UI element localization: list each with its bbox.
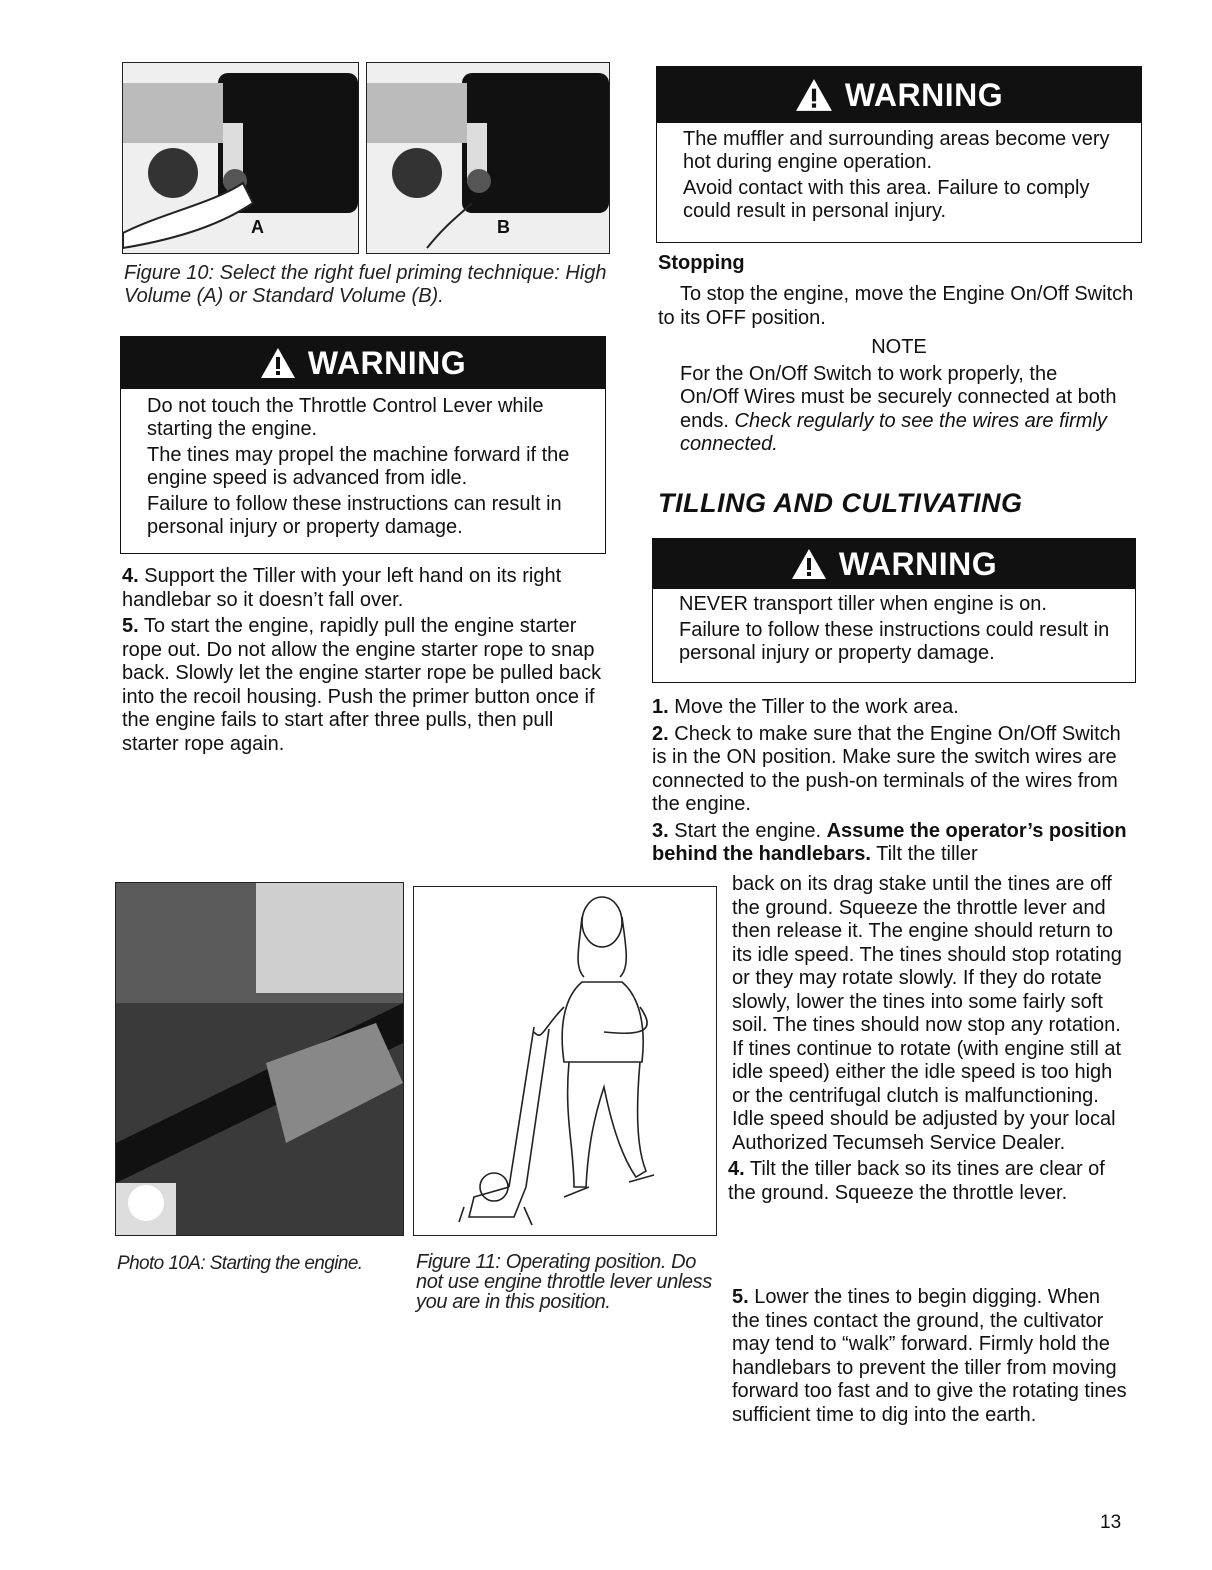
note-text: [658, 363, 1140, 457]
warning-line: Failure to follow these instructions could result in personal injury or property damage.: [679, 619, 1110, 664]
warning-triangle-icon: [791, 548, 827, 580]
step-number: 4.: [728, 1158, 745, 1180]
step-text: Move the Tiller to the work area.: [674, 696, 959, 718]
warning-header: [653, 539, 1135, 589]
step-4: [122, 565, 604, 612]
tilling-steps-top: [652, 696, 1134, 870]
figure-10-caption: Figure 10: Select the right fuel priming technique: High Volume (A) or Standard Volume (B).: [124, 262, 607, 307]
figure-10a-image: [122, 62, 359, 254]
step-text: Start the engine.: [674, 819, 822, 842]
starting-engine-photo: [116, 883, 403, 1235]
warning-triangle-icon: [795, 78, 833, 112]
step-number: 5.: [122, 615, 139, 637]
step-text: Tilt the tiller back so its tines are clear of the ground. Squeeze the throttle lever.: [728, 1158, 1105, 1204]
warning-header: [657, 67, 1141, 123]
left-steps: [122, 565, 604, 759]
step-1: [652, 696, 1134, 720]
operating-position-illustration: [414, 887, 716, 1235]
warning-line: Failure to follow these instructions can result in personal injury or property damage.: [147, 493, 562, 538]
photo-10a-caption: Photo 10A: Starting the engine.: [117, 1253, 363, 1274]
step-text: Support the Tiller with your left hand on its right handlebar so it doesn’t fall over.: [122, 565, 562, 611]
note-body: For the On/Off Switch to work properly, the On/Off Wires must be securely connected at both ends.: [680, 362, 1117, 432]
figure-11-caption: Figure 11: Operating position. Do not use engine throttle lever unless you are in this position.: [416, 1251, 712, 1313]
step-5-block: [648, 1286, 1132, 1430]
step-text: Tilt the tiller: [876, 843, 978, 865]
step-5: [122, 615, 604, 756]
stopping-heading: Stopping: [658, 252, 745, 274]
warning-body: [657, 123, 1141, 234]
warning-line: Avoid contact with this area. Failure to comply could result in personal injury.: [683, 177, 1090, 222]
figure-10-label-b: B: [497, 217, 510, 237]
warning-line: The tines may propel the machine forward if the engine speed is advanced from idle.: [147, 444, 570, 489]
step-bold-text: Assume the operator’s position behind the handlebars.: [652, 819, 1127, 865]
stopping-section: [658, 283, 1140, 460]
step-number: 4.: [122, 565, 139, 587]
warning-line: The muffler and surrounding areas become very hot during engine operation.: [683, 128, 1110, 173]
warning-line: NEVER transport tiller when engine is on.: [679, 593, 1047, 615]
figure-11-image: [413, 886, 717, 1236]
warning-body: [653, 589, 1135, 676]
warning-box-throttle: [120, 336, 606, 554]
step-text: To start the engine, rapidly pull the engine starter rope out. Do not allow the engine starter rope to snap back. Slowly let the engine starter rope be pulled back into the recoil housing. Push the primer button once if the engine fails to start after three pulls, then pull starter rope again.: [122, 615, 602, 755]
step-3: [652, 820, 1134, 867]
figure-10b-image: [366, 62, 610, 254]
warning-box-transport: [652, 538, 1136, 683]
warning-line: Do not touch the Throttle Control Lever while starting the engine.: [147, 395, 544, 440]
warning-title: WARNING: [838, 545, 998, 582]
step-5: [648, 1286, 1132, 1427]
step-number: 3.: [652, 819, 669, 842]
note-title: NOTE: [871, 336, 927, 358]
engine-primer-illustration-a: [123, 63, 358, 253]
step-3-continued: back on its drag stake until the tines are off the ground. Squeeze the throttle lever and then release it. The engine should return to its idle speed. The tines should stop rotating or they may rotate slowly. If they do rotate slowly, lower the tines into some fairly soft soil. The tines should now stop any rotation. If tines continue to rotate (with engine still at idle speed) either the idle speed is too high or the centrifugal clutch is malfunctioning. Idle speed should be adjusted by your local Authorized Tecumseh Service Dealer.: [732, 873, 1122, 1154]
warning-title: WARNING: [307, 344, 467, 381]
stopping-text: To stop the engine, move the Engine On/Off Switch to its OFF position.: [658, 283, 1134, 329]
step-text: Lower the tines to begin digging. When the tines contact the ground, the cultivator may tend to “walk” forward. Firmly hold the handlebars to prevent the tiller from moving forward too fast and to give the rotating tines sufficient time to dig into the earth.: [732, 1286, 1127, 1426]
step-2: [652, 723, 1134, 817]
tilling-steps-narrow: [728, 873, 1132, 1208]
warning-triangle-icon: [260, 347, 296, 379]
engine-primer-illustration-b: [367, 63, 609, 253]
photo-10a-image: [115, 882, 404, 1236]
figure-10-label-a: A: [251, 217, 264, 237]
warning-box-muffler: [656, 66, 1142, 243]
step-text: Check to make sure that the Engine On/Off Switch is in the ON position. Make sure the switch wires are connected to the push-on terminals of the wires from the engine.: [652, 722, 1121, 815]
page-number: 13: [1100, 1512, 1122, 1533]
step-number: 5.: [732, 1286, 749, 1308]
note-italic: Check regularly to see the wires are firmly connected.: [680, 409, 1107, 455]
step-4: [728, 1158, 1132, 1205]
warning-header: [121, 337, 605, 389]
warning-body: [121, 389, 605, 550]
step-number: 2.: [652, 722, 669, 745]
warning-title: WARNING: [844, 76, 1004, 113]
section-heading: TILLING AND CULTIVATING: [658, 488, 1023, 518]
step-number: 1.: [652, 696, 669, 718]
